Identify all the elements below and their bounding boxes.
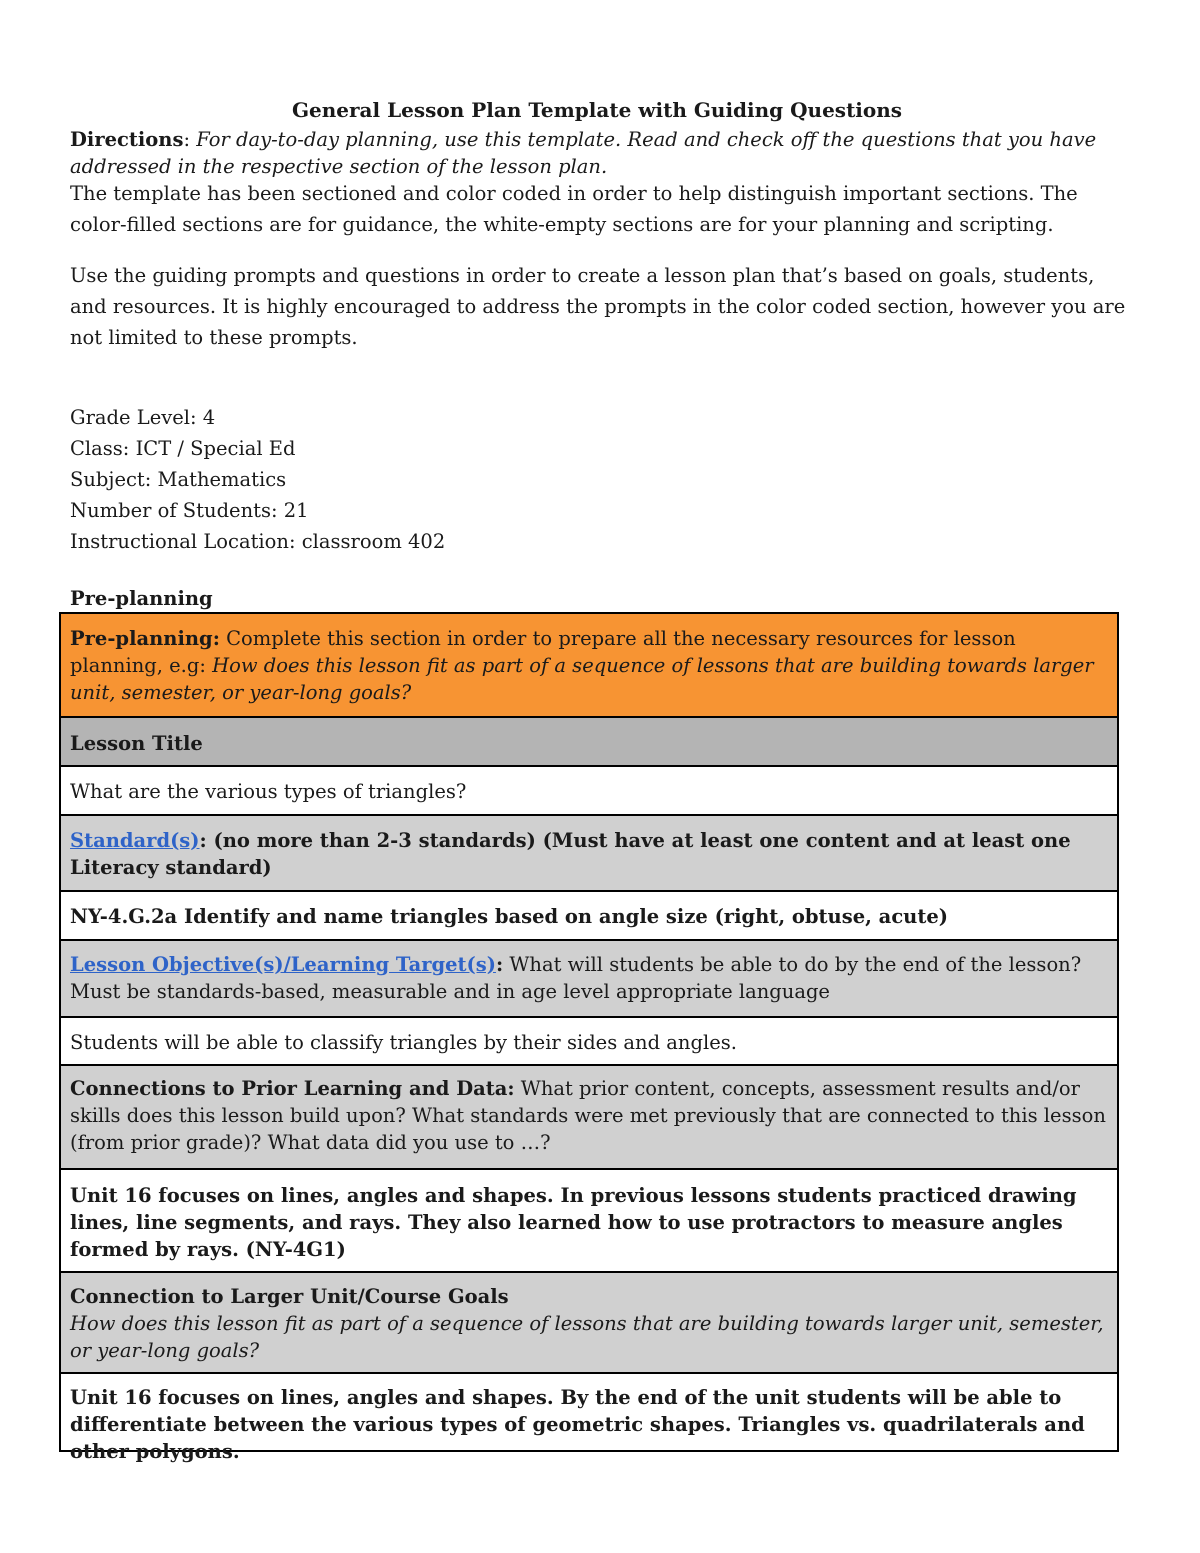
standards-value: NY-4.G.2a Identify and name triangles based on angle size (right, obtuse, acute): [70, 905, 949, 928]
number-of-students: Number of Students: 21: [70, 499, 309, 522]
prior-learning-label: Connections to Prior Learning and Data:: [70, 1077, 515, 1100]
directions-text: For day-to-day planning, use this template. Read and check off the questions that you have addressed in the respective section of the lesson plan.: [70, 128, 1097, 178]
instructional-location: Instructional Location: classroom 402: [70, 530, 446, 553]
objective-prompt-text: What will students be able to do by the end of the lesson? Must be standards-based, measurable and in age level appropriate language: [70, 953, 1082, 1003]
objective-prompt-row: [61, 941, 1117, 1018]
course-goals-label: Connection to Larger Unit/Course Goals: [70, 1285, 509, 1308]
prior-learning-prompt-row: [61, 1066, 1117, 1170]
standards-prompt-row: [61, 816, 1117, 892]
standards-prompt-text: : (no more than 2-3 standards) (Must have at least one content and at least one Literacy standard): [70, 829, 1071, 879]
intro-paragraph-2: Use the guiding prompts and questions in order to create a lesson plan that’s based on goals, students, and resources. It is highly encouraged to address the prompts in the color coded section, however you are not limited to these prompts.: [70, 264, 1126, 349]
standards-link[interactable]: Standard(s): [70, 829, 200, 852]
lesson-title-value: What are the various types of triangles?: [70, 780, 467, 803]
preplanning-heading: Pre-planning: [70, 587, 213, 610]
preplanning-header-text: Complete this section in order to prepare all the necessary resources for lesson planning, e.g:: [70, 627, 1016, 677]
prior-learning-prompt-text: What prior content, concepts, assessment results and/or skills does this lesson build upon? What standards were met previously that are connected to this lesson (from prior grade)? What data did you use to …?: [70, 1077, 1106, 1154]
lesson-title-value-row[interactable]: [61, 767, 1117, 816]
objective-colon: :: [495, 953, 504, 976]
course-goals-prompt-row: [61, 1273, 1117, 1374]
lesson-title-header-row: [61, 718, 1117, 767]
preplanning-header-row: Pre-planning: Complete this section in order to prepare all the necessary resources for lesson planning, e.g: How does this lesson fit as part of a sequence of lessons that are building towards larger unit, semester, or year-long goals?: [61, 614, 1117, 718]
objective-link[interactable]: Lesson Objective(s)/Learning Target(s): [70, 953, 496, 976]
subject: Subject: Mathematics: [70, 468, 287, 491]
directions: Directions: For day-to-day planning, use this template. Read and check off the questions that you have addressed in the respective section of the lesson plan.: [70, 128, 1097, 178]
class-info: [70, 402, 445, 557]
prior-learning-value: Unit 16 focuses on lines, angles and shapes. In previous lessons students practiced drawing lines, line segments, and rays. They also learned how to use protractors to measure angles formed by rays. (NY-4G1): [70, 1184, 1077, 1261]
course-goals-value-row[interactable]: [61, 1374, 1117, 1463]
course-goals-question: How does this lesson fit as part of a sequence of lessons that are building towards larger unit, semester, or year-long goals?: [70, 1312, 1104, 1362]
preplanning-header-question: How does this lesson fit as part of a sequence of lessons that are building towards larger unit, semester, or year-long goals?: [70, 654, 1094, 704]
intro-paragraph-1: The template has been sectioned and color coded in order to help distinguish important sections. The color-filled sections are for guidance, the white-empty sections are for your planning and scripting.: [70, 182, 1078, 236]
page-title: General Lesson Plan Template with Guiding Questions: [291, 98, 903, 122]
course-goals-value: Unit 16 focuses on lines, angles and shapes. By the end of the unit students will be able to differentiate between the various types of geometric shapes. Triangles vs. quadrilaterals and other polygons.: [70, 1386, 1085, 1463]
standards-value-row[interactable]: [61, 892, 1117, 941]
directions-label: Directions: [70, 128, 184, 151]
objective-value: Students will be able to classify triangles by their sides and angles.: [70, 1031, 737, 1054]
grade-level: Grade Level: 4: [70, 406, 216, 429]
preplanning-table: [59, 612, 1119, 1463]
objective-value-row[interactable]: [61, 1018, 1117, 1066]
lesson-title-label: Lesson Title: [70, 732, 203, 755]
preplanning-header-label: Pre-planning: [70, 627, 213, 650]
class-type: Class: ICT / Special Ed: [70, 437, 296, 460]
prior-learning-value-row[interactable]: [61, 1170, 1117, 1273]
